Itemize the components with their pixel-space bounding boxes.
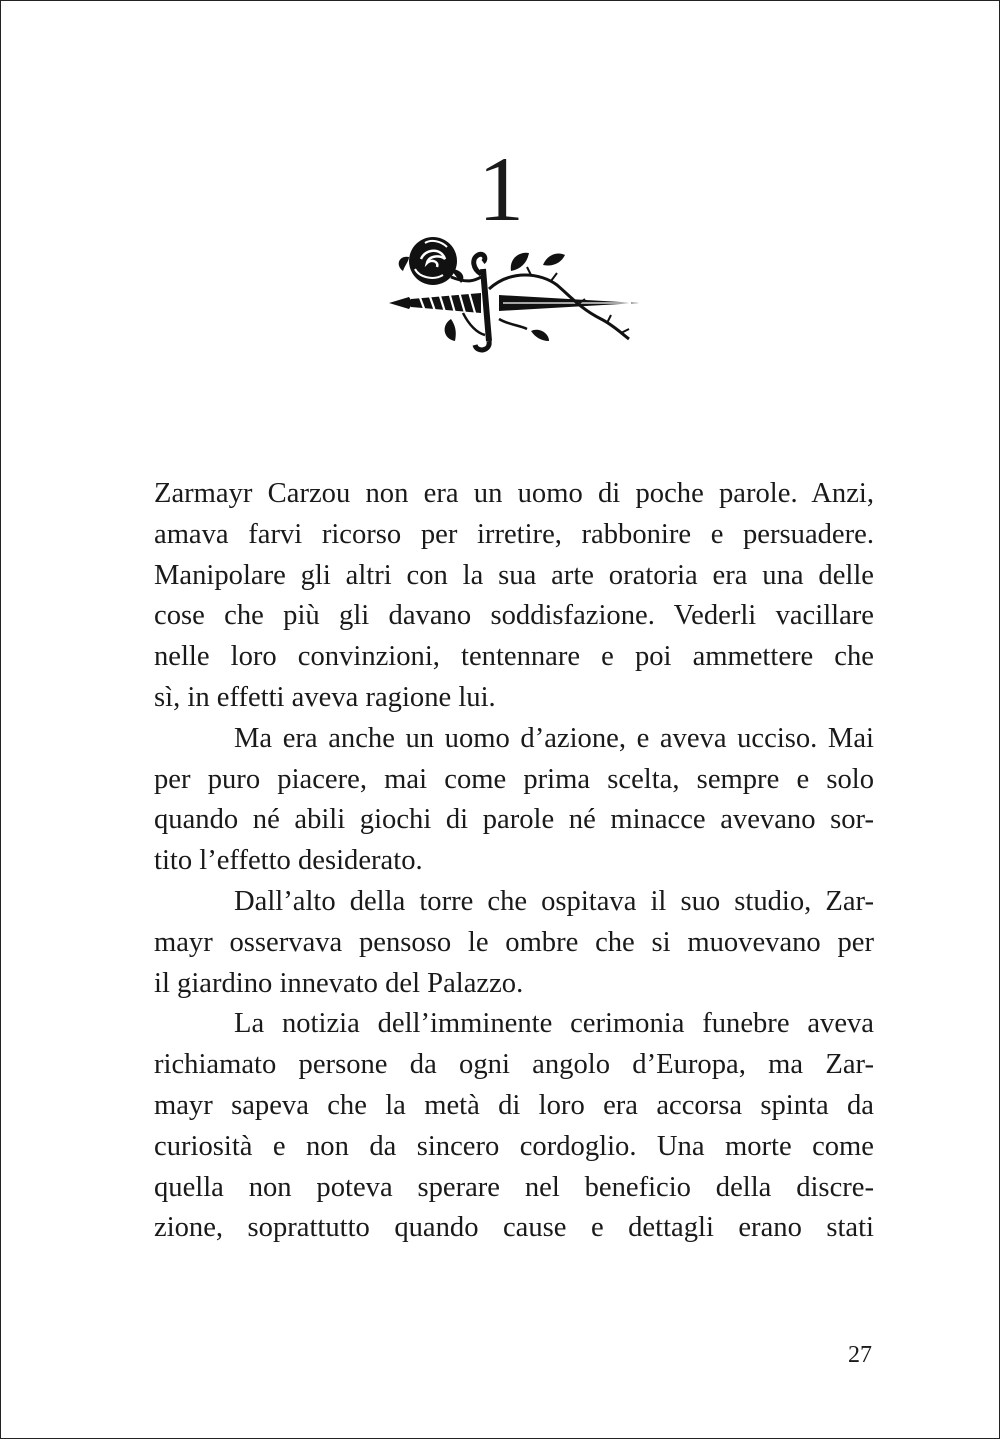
rose-dagger-ornament-icon <box>381 229 651 359</box>
text-line: Zarmayr Carzou non era un uomo di poche parole. Anzi, <box>154 478 874 509</box>
text-line: mayr sapeva che la metà di loro era accorsa spinta da <box>154 1089 874 1121</box>
text-line: curiosità e non da sincero cordoglio. Una morte come <box>154 1130 874 1162</box>
text-line: La notizia dell’imminente cerimonia funebre aveva <box>234 1008 874 1040</box>
page-number: 27 <box>848 1342 872 1368</box>
text-line: zione, soprattutto quando cause e dettagli erano stati <box>154 1212 874 1244</box>
text-line: per puro piacere, mai come prima scelta, sempre e solo <box>154 763 874 795</box>
text-line: sì, in effetti aveva ragione lui. <box>154 681 496 713</box>
text-line: quando né abili giochi di parole né minacce avevano sor- <box>154 804 874 836</box>
text-line: tito l’effetto desiderato. <box>154 845 423 877</box>
text-line: quella non poteva sperare nel beneficio della discre- <box>154 1171 874 1203</box>
text-line: mayr osservava pensoso le ombre che si muovevano per <box>154 926 874 958</box>
text-line: Dall’alto della torre che ospitava il suo studio, Zar- <box>234 885 874 917</box>
chapter-body-text <box>154 474 874 1249</box>
text-line: Manipolare gli altri con la sua arte oratoria era una delle <box>154 559 874 591</box>
text-line: Ma era anche un uomo d’azione, e aveva ucciso. Mai <box>234 722 874 754</box>
text-line: richiamato persone da ogni angolo d’Europa, ma Zar- <box>154 1049 874 1081</box>
text-line: il giardino innevato del Palazzo. <box>154 967 524 999</box>
text-line: amava farvi ricorso per irretire, rabbonire e persuadere. <box>154 518 874 550</box>
chapter-number: 1 <box>478 138 524 240</box>
text-line: cose che più gli davano soddisfazione. Vederli vacillare <box>154 600 874 632</box>
text-line: nelle loro convinzioni, tentennare e poi ammettere che <box>154 641 874 673</box>
